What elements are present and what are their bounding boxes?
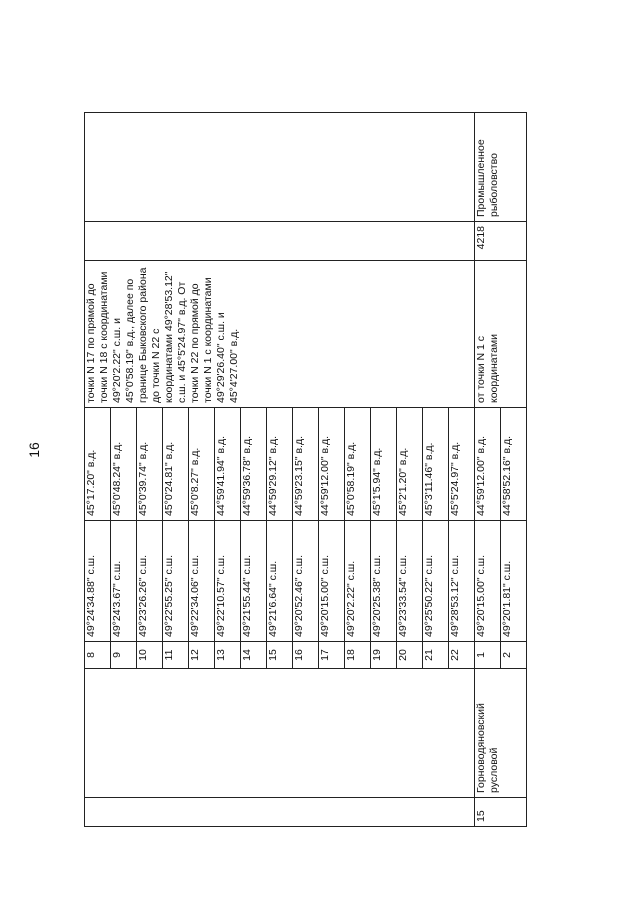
longitude: 45°17.20" в.д. bbox=[85, 408, 111, 521]
entry-purpose: Промышленное рыболовство bbox=[475, 113, 527, 222]
point-number: 17 bbox=[319, 642, 345, 669]
point-number: 14 bbox=[241, 642, 267, 669]
point-number: 2 bbox=[501, 642, 527, 669]
point-number: 21 bbox=[423, 642, 449, 669]
point-number: 11 bbox=[163, 642, 189, 669]
longitude: 44°59'12.00" в.д. bbox=[475, 408, 501, 521]
latitude: 49°22'10.57" с.ш. bbox=[215, 521, 241, 642]
longitude: 44°59'36.78" в.д. bbox=[241, 408, 267, 521]
entry-area: 4218 bbox=[475, 222, 527, 261]
point-number: 13 bbox=[215, 642, 241, 669]
latitude: 49°23'26.26" с.ш. bbox=[137, 521, 163, 642]
page-number: 16 bbox=[26, 442, 42, 458]
longitude: 44°58'52.16" в.д. bbox=[501, 408, 527, 521]
latitude: 49°21'6.64" с.ш. bbox=[267, 521, 293, 642]
latitude: 49°20'25.38" с.ш. bbox=[371, 521, 397, 642]
area-cell bbox=[85, 222, 475, 261]
longitude: 45°0'8.27" в.д. bbox=[189, 408, 215, 521]
point-number: 22 bbox=[449, 642, 475, 669]
longitude: 45°0'24.81" в.д. bbox=[163, 408, 189, 521]
point-number: 19 bbox=[371, 642, 397, 669]
coordinates-table bbox=[84, 112, 527, 827]
purpose-cell bbox=[85, 113, 475, 222]
latitude: 49°21'55.44" с.ш. bbox=[241, 521, 267, 642]
point-number: 12 bbox=[189, 642, 215, 669]
table-row bbox=[85, 113, 111, 827]
longitude: 44°59'41.94" в.д. bbox=[215, 408, 241, 521]
longitude: 45°0'39.74" в.д. bbox=[137, 408, 163, 521]
latitude: 49°24'3.67" с.ш. bbox=[111, 521, 137, 642]
entry-number: 15 bbox=[475, 798, 527, 827]
point-number: 15 bbox=[267, 642, 293, 669]
boundary-description: точки N 17 по прямой до точки N 18 с координатами 49°20'2.22" с.ш. и 45°0'58.19" в.д., далее по границе Быковского района до точки N 22 с координатами 49°28'53.12" с.ш. и 45°5'24.97" в.д. От точки N 22 по прямой до точки N 1 с координатами 49°29'26.40" с.ш. и 45°4'27.00" в.д. bbox=[85, 261, 475, 408]
latitude: 49°20'2.22" с.ш. bbox=[345, 521, 371, 642]
latitude: 49°24'34.88" с.ш. bbox=[85, 521, 111, 642]
longitude: 44°59'12.00" в.д. bbox=[319, 408, 345, 521]
latitude: 49°20'1.81" с.ш. bbox=[501, 521, 527, 642]
point-number: 9 bbox=[111, 642, 137, 669]
longitude: 44°59'23.15" в.д. bbox=[293, 408, 319, 521]
longitude: 45°0'58.19" в.д. bbox=[345, 408, 371, 521]
longitude: 45°3'11.46" в.д. bbox=[423, 408, 449, 521]
boundary-description: от точки N 1 с координатами bbox=[475, 261, 527, 408]
latitude: 49°20'15.00" с.ш. bbox=[475, 521, 501, 642]
point-number: 10 bbox=[137, 642, 163, 669]
latitude: 49°20'15.00" с.ш. bbox=[319, 521, 345, 642]
point-number: 18 bbox=[345, 642, 371, 669]
point-number: 8 bbox=[85, 642, 111, 669]
longitude: 44°59'29.12" в.д. bbox=[267, 408, 293, 521]
latitude: 49°22'55.25" с.ш. bbox=[163, 521, 189, 642]
point-number: 16 bbox=[293, 642, 319, 669]
point-number: 20 bbox=[397, 642, 423, 669]
table-row bbox=[475, 113, 501, 827]
longitude: 45°0'48.24" в.д. bbox=[111, 408, 137, 521]
latitude: 49°28'53.12" с.ш. bbox=[449, 521, 475, 642]
entry-name-cell bbox=[85, 669, 475, 798]
latitude: 49°23'33.54" с.ш. bbox=[397, 521, 423, 642]
latitude: 49°22'34.06" с.ш. bbox=[189, 521, 215, 642]
entry-number-cell bbox=[85, 798, 475, 827]
point-number: 1 bbox=[475, 642, 501, 669]
longitude: 45°5'24.97" в.д. bbox=[449, 408, 475, 521]
latitude: 49°20'52.46" с.ш. bbox=[293, 521, 319, 642]
latitude: 49°25'50.22" с.ш. bbox=[423, 521, 449, 642]
longitude: 45°1'5.94" в.д. bbox=[371, 408, 397, 521]
longitude: 45°2'1.20" в.д. bbox=[397, 408, 423, 521]
entry-name: Горноводяновский русловой bbox=[475, 669, 527, 798]
